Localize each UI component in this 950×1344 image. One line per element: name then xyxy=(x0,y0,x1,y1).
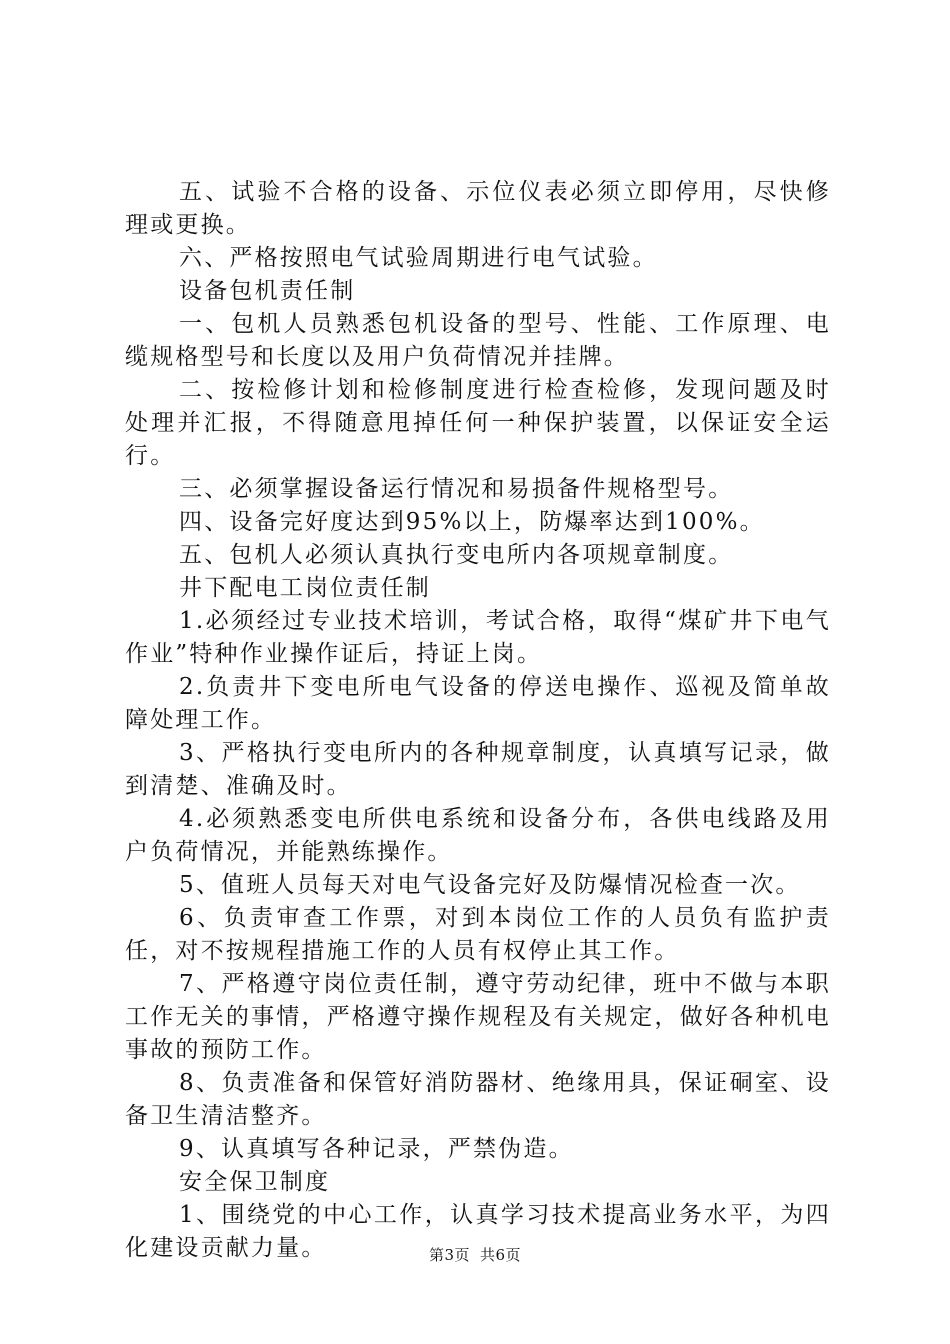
document-body xyxy=(125,176,831,1265)
page-total: 共6页 xyxy=(480,1246,522,1264)
paragraph: 3、严格执行变电所内的各种规章制度，认真填写记录，做到清楚、准确及时。 xyxy=(125,740,831,799)
section-heading: 安全保卫制度 xyxy=(179,1169,331,1195)
section-heading: 设备包机责任制 xyxy=(179,278,356,304)
paragraph: 1.必须经过专业技术培训，考试合格，取得“煤矿井下电气作业”特种作业操作证后，持证上岗。 xyxy=(125,608,831,667)
paragraph: 五、包机人必须认真执行变电所内各项规章制度。 xyxy=(179,542,734,568)
paragraph: 8、负责准备和保管好消防器材、绝缘用具，保证硐室、设备卫生清洁整齐。 xyxy=(125,1070,831,1129)
paragraph: 6、负责审查工作票，对到本岗位工作的人员负有监护责任，对不按规程措施工作的人员有权停止其工作。 xyxy=(125,905,831,964)
paragraph: 9、认真填写各种记录，严禁伪造。 xyxy=(179,1136,574,1162)
paragraph: 三、必须掌握设备运行情况和易损备件规格型号。 xyxy=(179,476,734,502)
paragraph: 5、值班人员每天对电气设备完好及防爆情况检查一次。 xyxy=(179,872,801,898)
paragraph: 六、严格按照电气试验周期进行电气试验。 xyxy=(179,245,658,271)
paragraph: 2.负责井下变电所电气设备的停送电操作、巡视及简单故障处理工作。 xyxy=(125,674,831,733)
page-number: 第3页 xyxy=(428,1246,470,1264)
paragraph: 二、按检修计划和检修制度进行检查检修，发现问题及时处理并汇报，不得随意甩掉任何一种保护装置，以保证安全运行。 xyxy=(125,377,831,469)
paragraph: 四、设备完好度达到95%以上，防爆率达到100%。 xyxy=(179,509,765,535)
page-footer xyxy=(0,1245,950,1265)
paragraph: 4.必须熟悉变电所供电系统和设备分布，各供电线路及用户负荷情况，并能熟练操作。 xyxy=(125,806,831,865)
paragraph: 1、围绕党的中心工作，认真学习技术提高业务水平，为四化建设贡献力量。 xyxy=(125,1202,831,1261)
paragraph: 一、包机人员熟悉包机设备的型号、性能、工作原理、电缆规格型号和长度以及用户负荷情况并挂牌。 xyxy=(125,311,831,370)
section-heading: 井下配电工岗位责任制 xyxy=(179,575,431,601)
paragraph: 五、试验不合格的设备、示位仪表必须立即停用，尽快修理或更换。 xyxy=(125,179,831,238)
paragraph: 7、严格遵守岗位责任制，遵守劳动纪律，班中不做与本职工作无关的事情，严格遵守操作规程及有关规定，做好各种机电事故的预防工作。 xyxy=(125,971,831,1063)
